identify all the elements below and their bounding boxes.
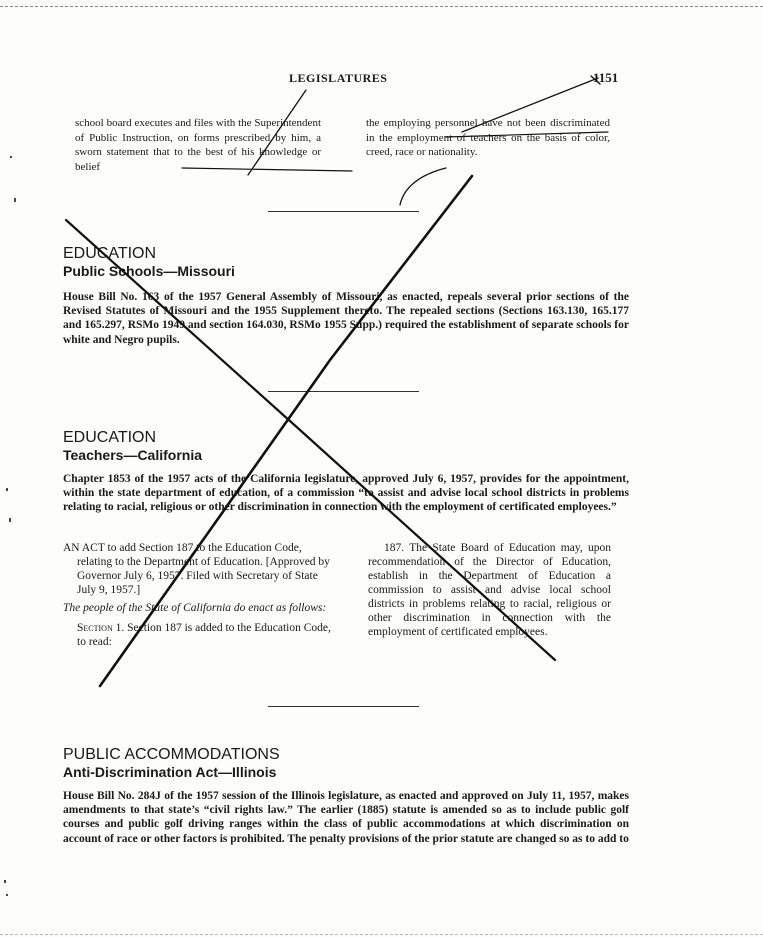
section-subtitle: Anti-Discrimination Act—Illinois [63,764,277,780]
top-right-column-text: the employing personnel have not been discriminated in the employment of teachers on the basis of color, creed, race or nationality. [366,117,610,159]
section-title: EDUCATION [63,429,157,446]
section-subtitle: Teachers—California [63,447,203,463]
section-summary: Chapter 1853 of the 1957 acts of the California legislature, approved July 6, 1957, provides for the appointment, within the state department of education, of a commission “to assist and advise local school districts in problems relating to racial, religious or other discrimination in connection with the employment of certificated employees.” [63,473,629,514]
left-column-slash [248,90,306,175]
running-title: LEGISLATURES [289,71,388,85]
scan-speck [10,156,12,158]
scan-speck [6,894,8,896]
scan-speck [9,518,11,522]
page-number: 1151 [593,70,619,85]
section-title: PUBLIC ACCOMMODATIONS [63,746,280,763]
section-title: EDUCATION [63,245,157,262]
right-column-strike [446,132,608,137]
section-summary: House Bill No. 163 of the 1957 General Assembly of Missouri, as enacted, repeals several prior sections of the Revised Statutes of Missouri and the 1955 Supplement thereto. The repealed sections (Sections 163.130, 165.177 and 165.297, RSMo 1949 and section 164.030, RSMo 1955 Supp.) required the establishment of separate schools for white and Negro pupils. [63,291,629,346]
section-text: Section 187 is added to the Education Code, to read: [77,622,331,648]
section-label: Section 1. [77,622,125,634]
left-column-underline [182,168,352,171]
scan-speck [6,488,8,491]
right-column-slash [462,78,598,132]
top-left-column-text: school board executes and files with the Superintendent of Public Instruction, on forms prescribed by him, a sworn statement that to the best of his knowledge or belief [75,117,321,173]
scan-speck [14,198,16,202]
enacting-clause: The people of the State of California do enact as follows: [63,602,327,614]
crossing-diagonal-stroke [66,220,555,660]
act-right-column: 187. The State Board of Education may, upon recommendation of the Director of Education, establish in the Department of Education a commission to assist and advise local school districts in problems relating to racial, religious or other discrimination in connection with the employment of certificated employees. [368,542,611,638]
large-diagonal-stroke [100,176,472,686]
bottom-dashed-border [0,934,763,935]
section-summary: House Bill No. 284J of the 1957 session of the Illinois legislature, as enacted and approved on July 11, 1957, makes amendments to that state’s “civil rights law.” The earlier (1885) statute is amended so as to include public golf courses and public golf driving ranges within the class of public accommodations at which discrimination on account of race or other factors is prohibited. The penalty provisions of the prior statute are changed so as to add to [63,790,629,845]
scan-speck [4,880,6,883]
section-subtitle: Public Schools—Missouri [63,263,235,279]
act-heading: AN ACT to add Section 187 to the Education Code, relating to the Department of Education. [Approved by Governor July 6, 1957. Filed with Secretary of State July 9, 1957.] [63,542,330,596]
right-column-hook [400,168,446,205]
